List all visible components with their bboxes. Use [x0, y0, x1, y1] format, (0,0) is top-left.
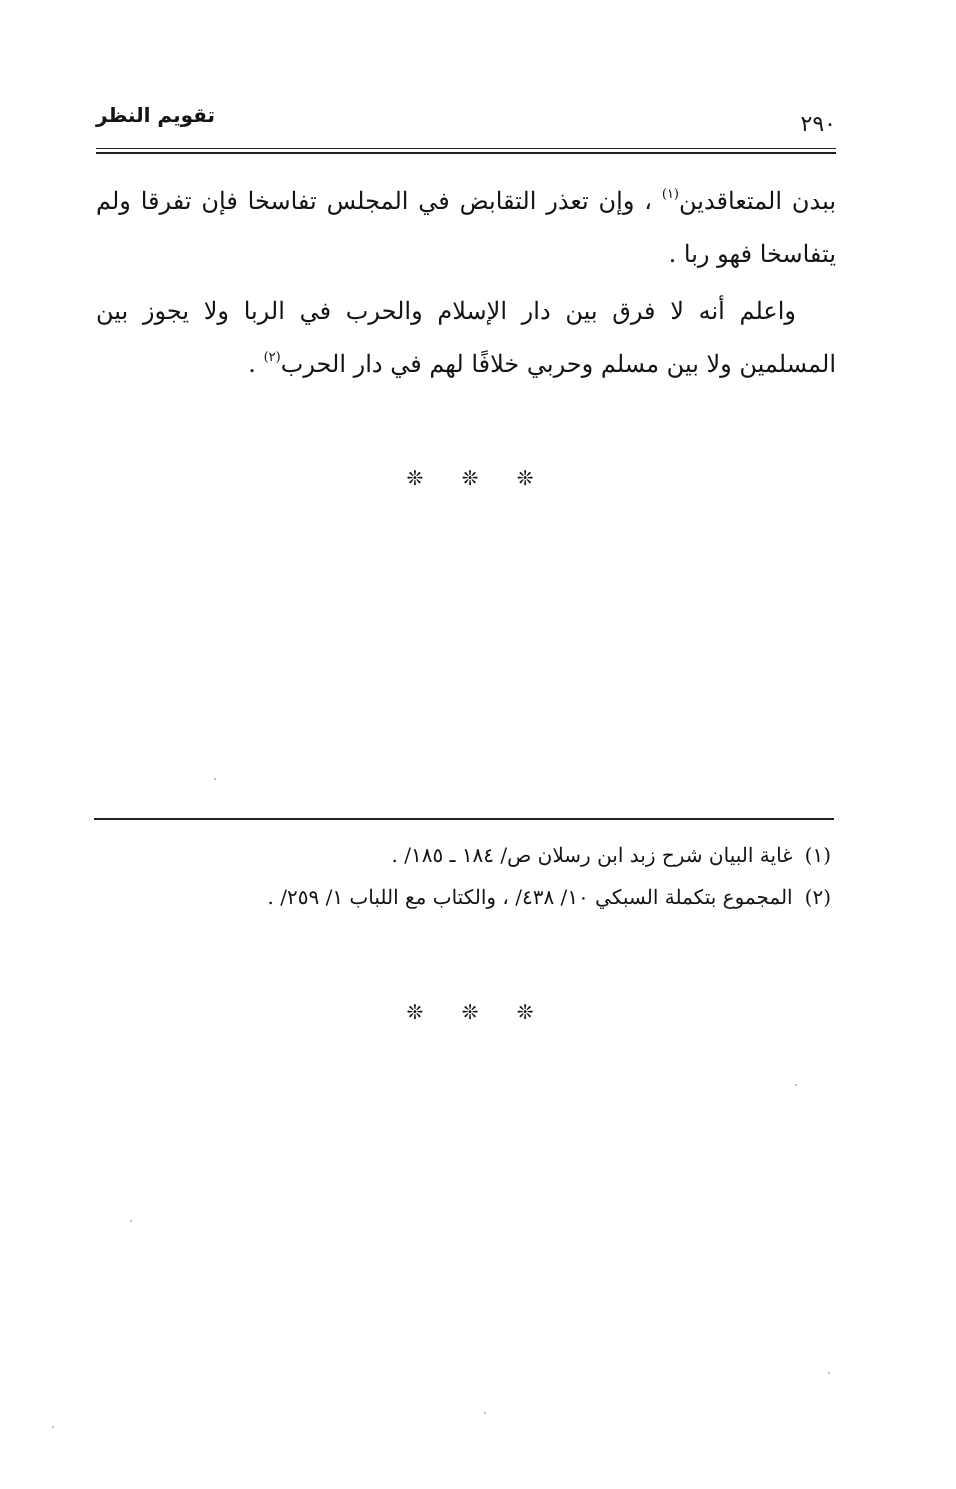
footnote-rule [94, 818, 834, 820]
header-rule [96, 148, 836, 149]
footnote-number: (٢) [804, 885, 831, 909]
footnote-ref-1[interactable]: (١) [661, 187, 679, 202]
scan-speck [130, 1220, 132, 1222]
paragraph-1-text-a: ببدن المتعاقدين [679, 187, 836, 215]
header-title: تقويم النظر [96, 103, 216, 127]
end-separator: ❊ ❊ ❊ [406, 1000, 550, 1024]
page-number: ٢٩٠ [800, 112, 836, 137]
footnote-ref-2[interactable]: (٢) [263, 350, 281, 365]
main-text [96, 175, 836, 393]
paragraph-1 [96, 175, 836, 281]
footnote-1 [96, 834, 831, 876]
footnote-text: المجموع بتكملة السبكي ١٠/ ٤٣٨/ ، والكتاب مع اللباب ١/ ٢٥٩/ . [267, 885, 793, 909]
footnote-2 [96, 876, 831, 918]
paragraph-1-text-b: ، وإن تعذر التقابض في المجلس تفاسخا فإن تفرقا ولم يتفاسخا فهو ربا . [96, 187, 836, 268]
footnotes [96, 834, 831, 918]
section-separator: ❊ ❊ ❊ [406, 466, 550, 490]
paragraph-2 [96, 285, 836, 391]
scan-speck [828, 1372, 830, 1374]
scan-speck [52, 1426, 54, 1428]
paragraph-2-text-b: . [248, 350, 256, 378]
footnote-text: غاية البيان شرح زبد ابن رسلان ص/ ١٨٤ ـ ١٨٥/ . [391, 843, 793, 867]
scan-speck [484, 1412, 486, 1414]
scan-speck [795, 1084, 797, 1086]
header-rule-double [96, 152, 836, 154]
scan-speck [214, 778, 216, 780]
paragraph-2-text-a: واعلم أنه لا فرق بين دار الإسلام والحرب في الربا ولا يجوز بين المسلمين ولا بين مسلم وحربي خلافًا لهم في دار الحرب [96, 297, 836, 378]
footnote-number: (١) [804, 843, 831, 867]
